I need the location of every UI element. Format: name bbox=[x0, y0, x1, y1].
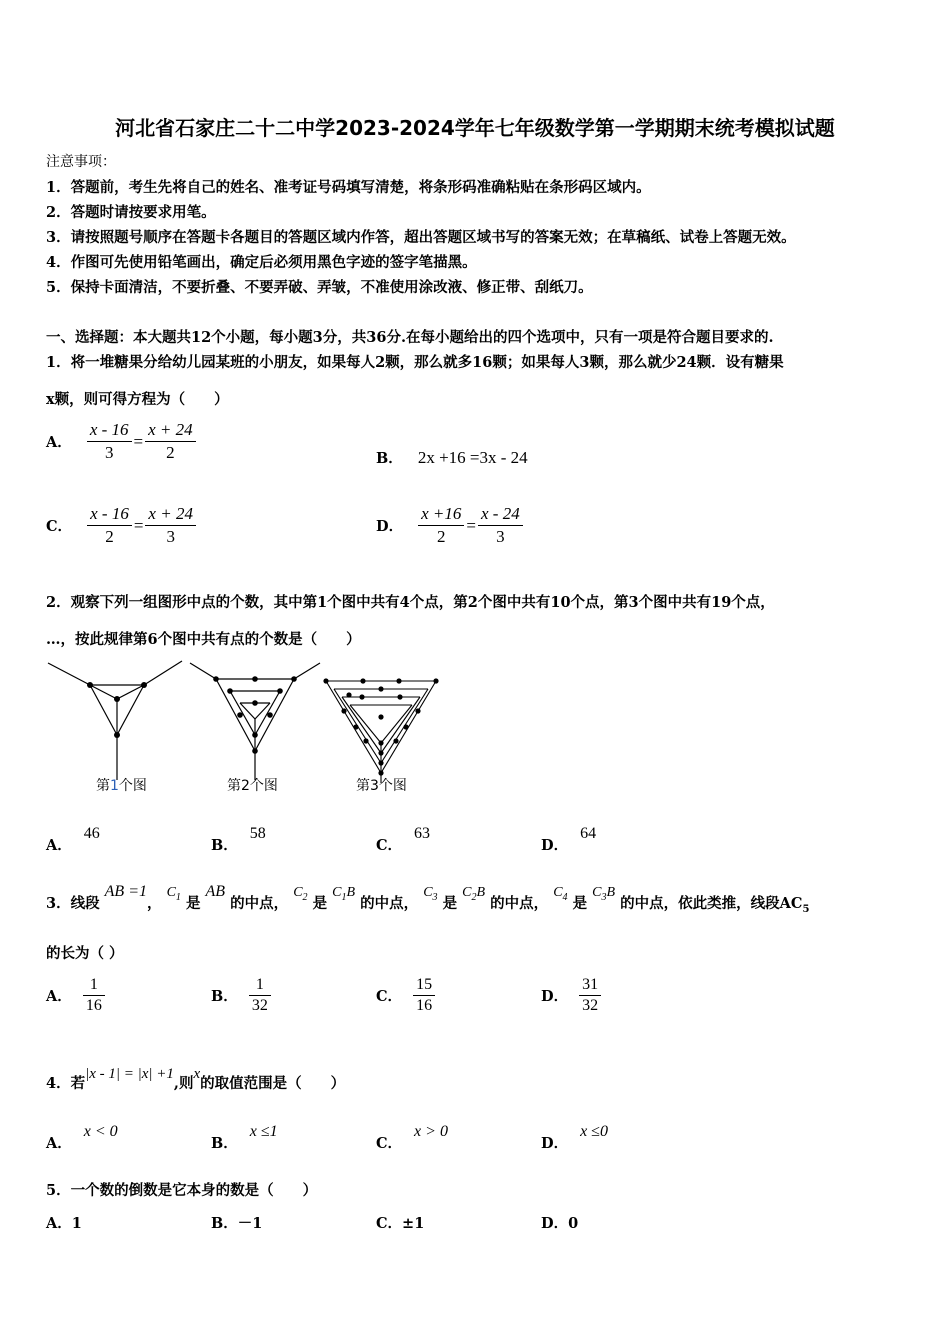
figure-3-caption: 第3个图 bbox=[356, 778, 407, 794]
dot bbox=[252, 676, 258, 682]
q1-option-d[interactable]: D． $\frac{x +16}{2}$ = $\frac{x - 24}{3}$ bbox=[376, 504, 523, 547]
dot bbox=[378, 750, 383, 755]
dot bbox=[393, 738, 398, 743]
dot bbox=[403, 724, 408, 729]
q3-stem-line2: 的长为（ ） bbox=[46, 945, 124, 962]
q2-option-a[interactable]: A．46 bbox=[46, 825, 100, 854]
notice-item-5: 5．保持卡面清洁，不要折叠、不要弄破、弄皱，不准使用涂改液、修正带、刮纸刀。 bbox=[46, 279, 593, 296]
figure-3 bbox=[326, 681, 436, 783]
q2-stem-line2: …，按此规律第6个图中共有点的个数是（ ） bbox=[46, 631, 361, 648]
section-heading: 一、选择题：本大题共12个小题，每小题3分，共36分.在每小题给出的四个选项中，只有一项是符合题目要求的. bbox=[46, 329, 774, 346]
dot bbox=[252, 732, 258, 738]
dot bbox=[433, 678, 438, 683]
dot bbox=[237, 712, 243, 718]
dot bbox=[378, 760, 383, 765]
q3-option-b[interactable]: B． $\frac{1}{32}$ bbox=[211, 976, 271, 1015]
dot bbox=[378, 686, 383, 691]
q5-option-c[interactable]: C．±1 bbox=[376, 1215, 425, 1232]
notice-item-3: 3．请按照题号顺序在答题卡各题目的答题区域内作答，超出答题区域书写的答案无效；在草稿纸、试卷上答题无效。 bbox=[46, 229, 796, 246]
dot bbox=[213, 676, 219, 682]
dot bbox=[277, 688, 283, 694]
dot bbox=[227, 688, 233, 694]
q4-option-a[interactable]: A．x < 0 bbox=[46, 1123, 118, 1152]
notice-item-1: 1．答题前，考生先将自己的姓名、准考证号码填写清楚，将条形码准确粘贴在条形码区域内。 bbox=[46, 179, 651, 196]
q4-option-c[interactable]: C．x > 0 bbox=[376, 1123, 448, 1152]
q1-option-b[interactable]: B． 2x +16 =3x - 24 bbox=[376, 448, 528, 467]
q5-option-d[interactable]: D．0 bbox=[541, 1215, 579, 1232]
dot bbox=[397, 694, 402, 699]
q2-option-b[interactable]: B．58 bbox=[211, 825, 266, 854]
q3-option-d[interactable]: D． $\frac{31}{32}$ bbox=[541, 976, 601, 1015]
dot bbox=[378, 714, 383, 719]
q3-option-a[interactable]: A． $\frac{1}{16}$ bbox=[46, 976, 105, 1015]
dot bbox=[346, 692, 351, 697]
q3-option-c[interactable]: C． $\frac{15}{16}$ bbox=[376, 976, 435, 1015]
figure-1 bbox=[48, 661, 182, 780]
dot bbox=[252, 700, 258, 706]
dot bbox=[341, 708, 346, 713]
dot bbox=[353, 724, 358, 729]
dot bbox=[363, 738, 368, 743]
dot bbox=[291, 676, 297, 682]
q1-stem-line1: 1．将一堆糖果分给幼儿园某班的小朋友，如果每人2颗，那么就多16颗；如果每人3颗，那么就少24颗．设有糖果 bbox=[46, 354, 784, 371]
q2-option-c[interactable]: C．63 bbox=[376, 825, 431, 854]
figure-2-caption: 第2个图 bbox=[227, 778, 278, 794]
q2-figures bbox=[44, 655, 444, 795]
page-title: 河北省石家庄二十二中学2023-2024学年七年级数学第一学期期末统考模拟试题 bbox=[115, 116, 835, 140]
q5-stem: 5．一个数的倒数是它本身的数是（ ） bbox=[46, 1182, 318, 1199]
q5-option-b[interactable]: B．－1 bbox=[211, 1215, 263, 1232]
dot bbox=[114, 732, 120, 738]
notice-item-4: 4．作图可先使用铅笔画出，确定后必须用黑色字迹的签字笔描黑。 bbox=[46, 254, 477, 271]
q4-option-b[interactable]: B．x ≤1 bbox=[211, 1123, 278, 1152]
dot bbox=[359, 694, 364, 699]
dot bbox=[114, 696, 120, 702]
dot bbox=[415, 708, 420, 713]
dot bbox=[360, 678, 365, 683]
dot bbox=[141, 682, 147, 688]
dot bbox=[323, 678, 328, 683]
q2-stem-line1: 2．观察下列一组图形中点的个数，其中第1个图中共有4个点，第2个图中共有10个点，第3个图中共有19个点， bbox=[46, 594, 775, 611]
q2-option-d[interactable]: D．64 bbox=[541, 825, 597, 854]
notice-heading: 注意事项： bbox=[46, 154, 116, 170]
q1-option-a[interactable]: A． $\frac{x - 16}{3}$ = $\frac{x + 24}{2}$ bbox=[46, 420, 196, 463]
dot bbox=[252, 748, 258, 754]
dot bbox=[396, 678, 401, 683]
q1-stem-line2: x颗，则可得方程为（ ） bbox=[46, 391, 229, 408]
figure-1-caption: 第1个图 bbox=[96, 778, 147, 794]
q3-stem-line1: 3．线段 AB =1， $C_1$ 是 AB 的中点， $C_2$ 是 $C_1B$ 的中点， $C_3$ 是 $C_2B$ 的中点， $C_4$ 是 $C_3B$ 的中点，依此类推，线段$AC_5$ bbox=[46, 883, 810, 915]
dot bbox=[87, 682, 93, 688]
q1-option-c[interactable]: C． $\frac{x - 16}{2}$ = $\frac{x + 24}{3}$ bbox=[46, 504, 196, 547]
q4-option-d[interactable]: D．x ≤0 bbox=[541, 1123, 608, 1152]
notice-item-2: 2．答题时请按要求用笔。 bbox=[46, 204, 216, 221]
dot bbox=[378, 740, 383, 745]
q4-stem: 4．若|x - 1| = |x| +1,则x的取值范围是（ ） bbox=[46, 1066, 346, 1092]
q5-option-a[interactable]: A．1 bbox=[46, 1215, 82, 1232]
dot bbox=[267, 712, 273, 718]
